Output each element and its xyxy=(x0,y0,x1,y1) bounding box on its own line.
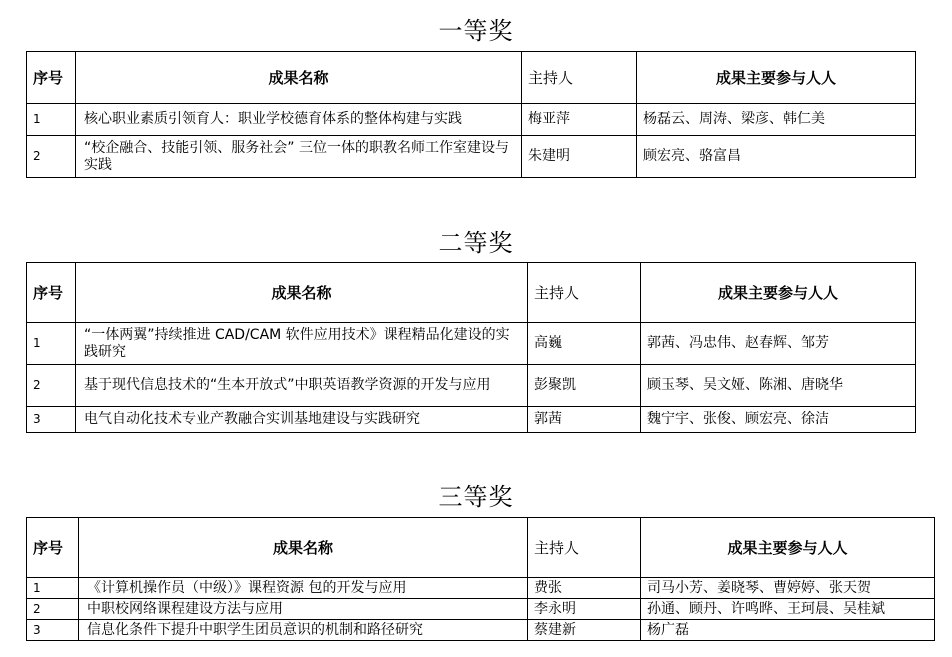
row-title: 电气自动化技术专业产教融合实训基地建设与实践研究 xyxy=(76,407,528,433)
row-index: 3 xyxy=(27,407,76,433)
row-members: 杨广磊 xyxy=(641,620,935,641)
table-header-row xyxy=(27,52,916,104)
header-index: 序号 xyxy=(27,518,79,578)
row-index: 1 xyxy=(27,323,76,365)
header-index: 序号 xyxy=(27,263,76,323)
table-row xyxy=(27,599,935,620)
row-host: 朱建明 xyxy=(522,136,637,178)
row-members: 顾玉琴、吴文娅、陈湘、唐晓华 xyxy=(641,365,916,407)
table-row xyxy=(27,323,916,365)
header-title: 成果名称 xyxy=(76,52,522,104)
row-members: 杨磊云、周涛、梁彦、韩仁美 xyxy=(637,104,916,136)
row-members: 郭茜、冯忠伟、赵春辉、邹芳 xyxy=(641,323,916,365)
row-host: 高巍 xyxy=(528,323,641,365)
row-index: 2 xyxy=(27,599,79,620)
table-row xyxy=(27,620,935,641)
row-title: 《计算机操作员（中级）》课程资源 包的开发与应用 xyxy=(79,578,528,599)
row-members: 顾宏亮、骆富昌 xyxy=(637,136,916,178)
row-title: “一体两翼”持续推进 CAD/CAM 软件应用技术》课程精品化建设的实践研究 xyxy=(76,323,528,365)
row-title: 中职校网络课程建设方法与应用 xyxy=(79,599,528,620)
table-row xyxy=(27,365,916,407)
header-members: 成果主要参与人人 xyxy=(641,518,935,578)
header-members: 成果主要参与人人 xyxy=(641,263,916,323)
row-title: 核心职业素质引领育人：职业学校德育体系的整体构建与实践 xyxy=(76,104,522,136)
row-title: “校企融合、技能引领、服务社会” 三位一体的职教名师工作室建设与实践 xyxy=(76,136,522,178)
row-members: 司马小芳、姜晓琴、曹婷婷、张天贺 xyxy=(641,578,935,599)
section-title-second-prize: 二等奖 xyxy=(438,229,514,257)
row-host: 郭茜 xyxy=(528,407,641,433)
table-row xyxy=(27,104,916,136)
row-index: 3 xyxy=(27,620,79,641)
table-row xyxy=(27,578,935,599)
header-members: 成果主要参与人人 xyxy=(637,52,916,104)
row-host: 梅亚萍 xyxy=(522,104,637,136)
row-index: 2 xyxy=(27,365,76,407)
header-index: 序号 xyxy=(27,52,76,104)
header-host: 主持人 xyxy=(528,263,641,323)
section-title-first-prize: 一等奖 xyxy=(438,17,514,45)
row-members: 孙通、顾丹、许鸣晔、王珂晨、吴桂斌 xyxy=(641,599,935,620)
table-header-row xyxy=(27,518,935,578)
row-title: 信息化条件下提升中职学生团员意识的机制和路径研究 xyxy=(79,620,528,641)
header-title: 成果名称 xyxy=(76,263,528,323)
header-host: 主持人 xyxy=(522,52,637,104)
header-title: 成果名称 xyxy=(79,518,528,578)
row-title: 基于现代信息技术的“生本开放式”中职英语教学资源的开发与应用 xyxy=(76,365,528,407)
award-table-first-prize xyxy=(26,51,916,178)
section-title-third-prize: 三等奖 xyxy=(438,483,514,511)
table-row xyxy=(27,136,916,178)
row-host: 李永明 xyxy=(528,599,641,620)
award-table-third-prize xyxy=(26,517,935,641)
table-row xyxy=(27,407,916,433)
row-host: 费张 xyxy=(528,578,641,599)
table-header-row xyxy=(27,263,916,323)
row-host: 蔡建新 xyxy=(528,620,641,641)
row-members: 魏宁宇、张俊、顾宏亮、徐洁 xyxy=(641,407,916,433)
row-host: 彭聚凯 xyxy=(528,365,641,407)
row-index: 1 xyxy=(27,578,79,599)
row-index: 2 xyxy=(27,136,76,178)
row-index: 1 xyxy=(27,104,76,136)
award-table-second-prize xyxy=(26,262,916,433)
header-host: 主持人 xyxy=(528,518,641,578)
